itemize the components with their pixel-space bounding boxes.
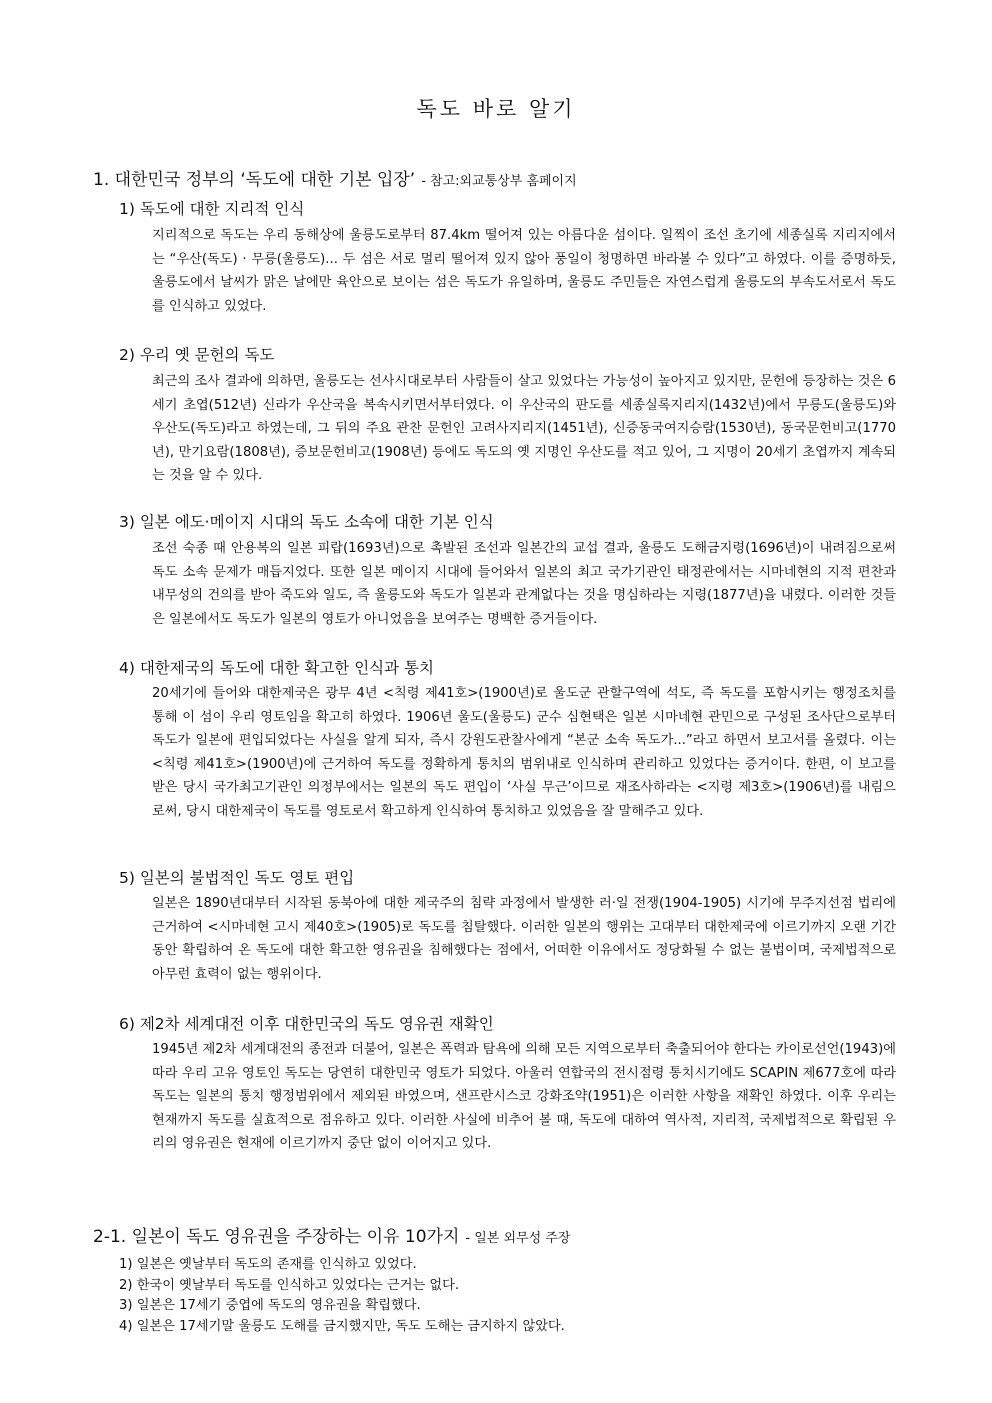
- section-1-heading: [93, 165, 577, 190]
- subsection-1-heading: 1) 독도에 대한 지리적 인식: [119, 200, 305, 218]
- subsection-2-body: 최근의 조사 결과에 의하면, 울릉도는 선사시대로부터 사람들이 살고 있었다는 가능성이 높아지고 있지만, 문헌에 등장하는 것은 6세기 초엽(512년) 신라가 우산국을 복속시키면서부터였다. 이 우산국의 판도를 세종실록지리지(1432년)에서 무릉도(울릉도)와 우산도(독도)라고 하였는데, 그 뒤의 주요 관찬 문헌인 고려사지리지(1451년), 신증동국여지승람(1530년), 동국문헌비고(1770년), 만기요람(1808년), 증보문헌비고(1908년) 등에도 독도의 옛 지명인 우산도를 적고 있어, 그 지명이 20세기 초엽까지 계속되는 것을 알 수 있다.: [152, 374, 896, 484]
- subsection-3-heading: 3) 일본 에도·메이지 시대의 독도 소속에 대한 기본 인식: [119, 513, 494, 531]
- subsection-5-heading: 5) 일본의 불법적인 독도 영토 편입: [119, 869, 355, 887]
- subsection-3-body: 조선 숙종 때 안용복의 일본 피랍(1693년)으로 촉발된 조선과 일본간의 교섭 결과, 울릉도 도해금지령(1696년)이 내려짐으로써 독도 소속 문제가 매듭지었다. 또한 일본 메이지 시대에 들어와서 일본의 최고 국가기관인 태정관에서는 시마네현의 지적 편찬과 내무성의 건의를 받아 죽도와 일도, 즉 울릉도와 독도가 일본과 관계없다는 것을 명심하라는 지령(1877년)을 내렸다. 이러한 것들은 일본에서도 독도가 일본의 영토가 아니었음을 보여주는 명백한 증거들이다.: [152, 541, 896, 627]
- list-item: 2) 한국이 옛날부터 독도를 인식하고 있었다는 근거는 없다.: [119, 1277, 460, 1293]
- list-item: 4) 일본은 17세기말 울릉도 도해를 금지했지만, 독도 도해는 금지하지 않았다.: [119, 1318, 565, 1334]
- list-item: 1) 일본은 옛날부터 독도의 존재를 인식하고 있었다.: [119, 1257, 417, 1272]
- section-2-note: - 일본 외무성 주장: [465, 1231, 571, 1246]
- subsection-5-body: 일본은 1890년대부터 시작된 동북아에 대한 제국주의 침략 과정에서 발생한 러·일 전쟁(1904-1905) 시기에 무주지선점 법리에 근거하여 <시마네현 고시 제40호>(1905)로 독도를 침탈했다. 이러한 일본의 행위는 고대부터 대한제국에 이르기까지 오랜 기간 동안 확립하여 온 독도에 대한 확고한 영유권을 침해했다는 점에서, 어떠한 이유에서도 정당화될 수 없는 불법이며, 국제법적으로 아무런 효력이 없는 행위이다.: [152, 896, 896, 982]
- page-title: 독도 바로 알기: [416, 97, 576, 121]
- subsection-2-heading: 2) 우리 옛 문헌의 독도: [119, 346, 275, 364]
- subsection-4-heading: 4) 대한제국의 독도에 대한 확고한 인식과 통치: [119, 659, 434, 677]
- subsection-4-body: 20세기에 들어와 대한제국은 광무 4년 <칙령 제41호>(1900년)로 울도군 관할구역에 석도, 즉 독도를 포함시키는 행정조치를 통해 이 섬이 우리 영토임을 확고히 하였다. 1906년 울도(울릉도) 군수 심현택은 일본 시마네현 관민으로 구성된 조사단으로부터 독도가 일본에 편입되었다는 사실을 알게 되자, 즉시 강원도관찰사에게 “본군 소속 독도가...”라고 하면서 보고서를 올렸다. 이는 <칙령 제41호>(1900년)에 근거하여 독도를 정확하게 통치의 범위내로 인식하며 관리하고 있었다는 증거이다. 한편, 이 보고를 받은 당시 국가최고기관인 의정부에서는 일본의 독도 편입이 ‘사실 무근’이므로 재조사하라는 <지령 제3호>(1906년)를 내림으로써, 당시 대한제국이 독도를 영토로서 확고하게 인식하여 통치하고 있었음을 잘 말해주고 있다.: [152, 686, 896, 819]
- subsection-6-heading: 6) 제2차 세계대전 이후 대한민국의 독도 영유권 재확인: [119, 1015, 494, 1033]
- section-2-heading-text: 2-1. 일본이 독도 영유권을 주장하는 이유 10가지: [93, 1227, 460, 1247]
- section-1-heading-text: 1. 대한민국 정부의 ‘독도에 대한 기본 입장’: [93, 170, 416, 190]
- subsection-1-body: 지리적으로 독도는 우리 동해상에 울릉도로부터 87.4km 떨어져 있는 아름다운 섬이다. 일찍이 조선 초기에 세종실록 지리지에서는 “우산(독도) · 무릉(울릉도)... 두 섬은 서로 멀리 떨어져 있지 않아 풍일이 청명하면 바라볼 수 있다”고 하였다. 이를 증명하듯, 울릉도에서 날씨가 맑은 날에만 육안으로 보이는 섬은 독도가 유일하며, 울릉도 주민들은 자연스럽게 울릉도의 부속도서로서 독도를 인식하고 있었다.: [152, 228, 896, 314]
- list-item: 3) 일본은 17세기 중엽에 독도의 영유권을 확립했다.: [119, 1298, 421, 1313]
- section-1-note: - 참고:외교통상부 홈페이지: [421, 174, 577, 189]
- japan-claims-list: [119, 1255, 565, 1337]
- section-2-heading: [93, 1222, 570, 1247]
- subsection-6-body: 1945년 제2차 세계대전의 종전과 더불어, 일본은 폭력과 탐욕에 의해 모든 지역으로부터 축출되어야 한다는 카이로선언(1943)에 따라 우리 고유 영토인 독도는 당연히 대한민국 영토가 되었다. 아울러 연합국의 전시점령 통치시기에도 SCAPIN 제677호에 따라 독도는 일본의 통치 행정범위에서 제외된 바였으며, 샌프란시스코 강화조약(1951)은 이러한 사항을 재확인 하였다. 이후 우리는 현재까지 독도를 실효적으로 점유하고 있다. 이러한 사실에 비추어 볼 때, 독도에 대하여 역사적, 지리적, 국제법적으로 확립된 우리의 영유권은 현재에 이르기까지 중단 없이 이어지고 있다.: [152, 1042, 896, 1152]
